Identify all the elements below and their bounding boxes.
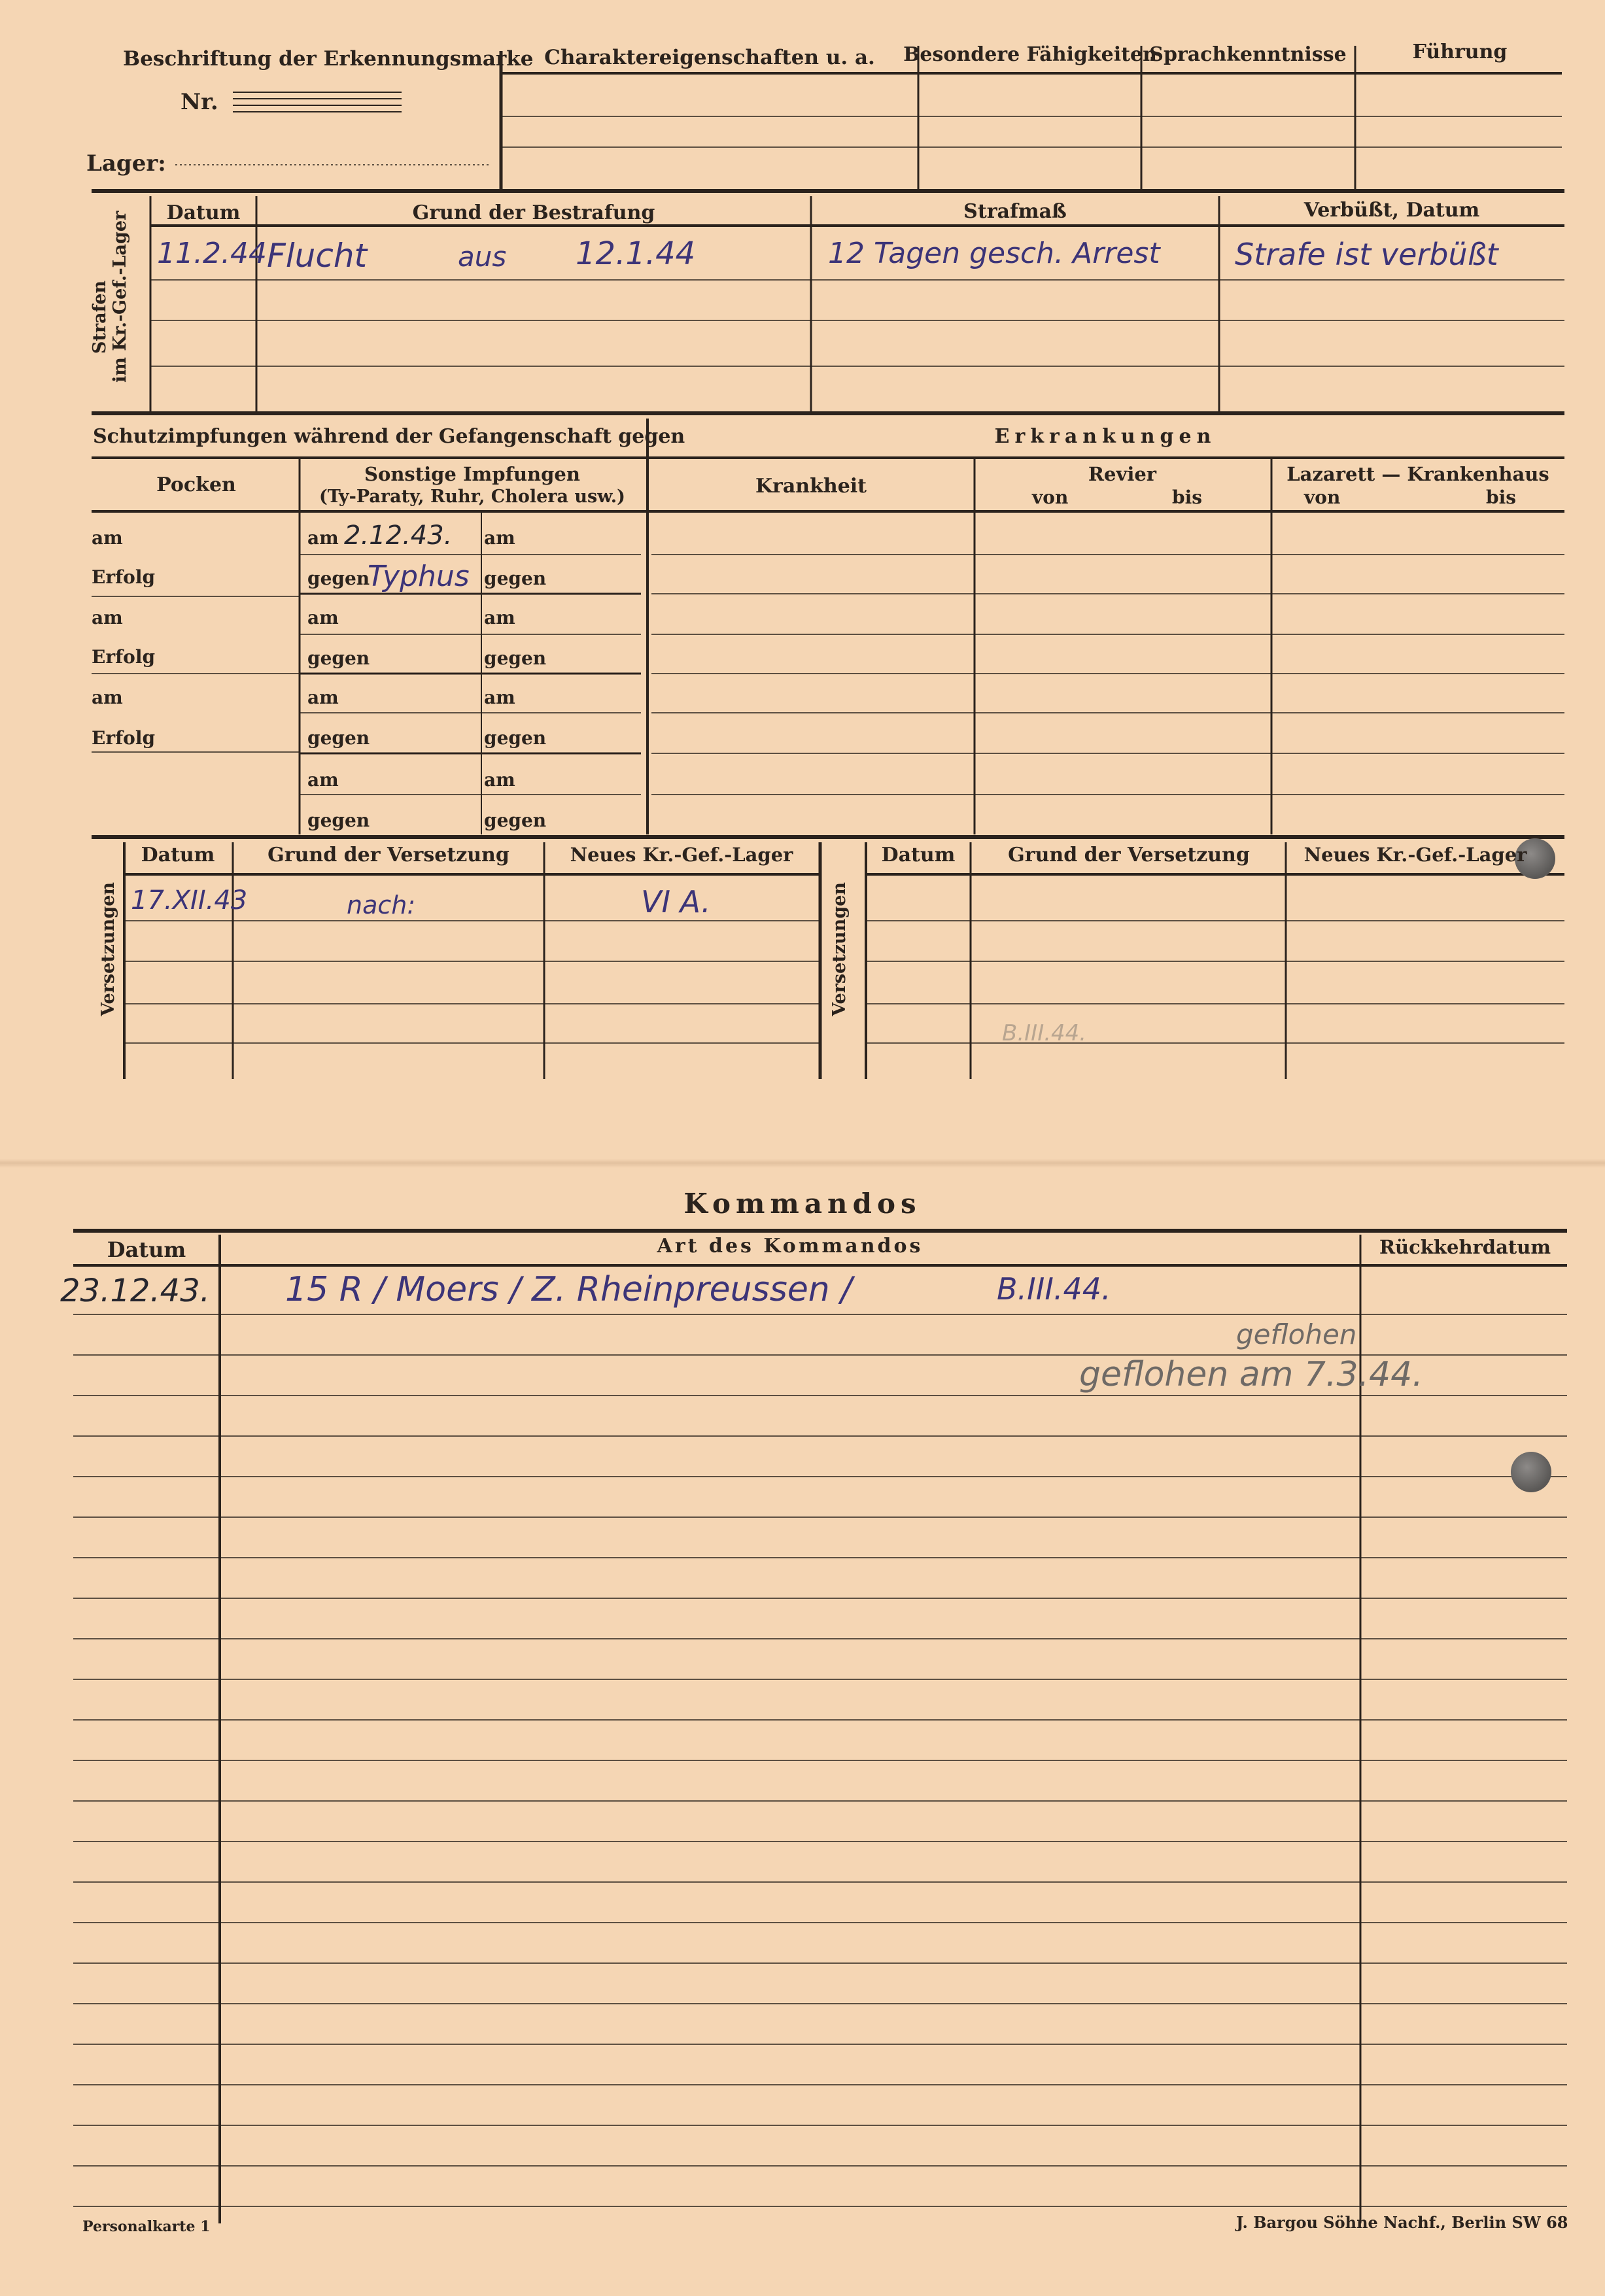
punish-penalty-header: Strafmaß [963,200,1067,223]
transfer-reason-header-right: Grund der Versetzung [1008,844,1250,866]
kommando-return-header: Rückkehrdatum [1379,1236,1551,1258]
vacc-am-3a: am [307,687,339,708]
vacc-am-4b: am [484,769,515,791]
transfer-reason-header-left: Grund der Versetzung [268,844,509,866]
pox-erfolg-3: Erfolg [92,727,156,749]
kommando-date-entry: 23.12.43. [60,1273,211,1309]
ward-to: bis [1172,487,1202,508]
conduct-label: Führung [1412,41,1508,63]
punish-reason-entry: Flucht [267,237,368,275]
illnesses-title: Erkrankungen [994,425,1217,448]
vacc-gegen-4b: gegen [484,810,547,831]
languages-label: Sprachkenntnisse [1149,43,1347,66]
vacc-gegen-2a: gegen [307,647,370,669]
transfer-camp-header-right: Neues Kr.-Gef.-Lager [1303,844,1527,866]
pox-am-3: am [92,687,123,708]
vacc-am-4a: am [307,769,339,791]
footer-printer: J. Bargou Söhne Nachf., Berlin SW 68 [1236,2213,1568,2232]
hospital-to: bis [1486,487,1516,508]
vacc-am-1a: am [307,527,339,549]
transfer-faint-mark: B.III.44. [1002,1020,1087,1046]
punish-date-entry: 11.2.44 [157,237,267,270]
illness-header: Krankheit [755,475,867,498]
kommando-type-entry: 15 R / Moers / Z. Rheinpreussen / [285,1270,852,1309]
pox-am-1: am [92,527,123,549]
punish-reason-date: 12.1.44 [576,235,696,272]
kommando-note: geflohen am 7.3.44. [1079,1355,1423,1394]
pox-erfolg-2: Erfolg [92,646,156,668]
transfer-date-header-left: Datum [141,844,215,866]
punish-reason-header: Grund der Bestrafung [412,201,655,224]
hospital-from: von [1304,487,1341,508]
vacc-gegen-2b: gegen [484,647,547,669]
vacc-date-entry: 2.12.43. [344,521,453,551]
other-vaccinations-header: Sonstige Impfungen [364,463,580,485]
vacc-gegen-1a: gegen [307,568,370,589]
vacc-am-2b: am [484,607,515,628]
skills-label: Besondere Fähigkeiten [903,43,1157,66]
vacc-am-1b: am [484,527,515,549]
pox-header: Pocken [156,473,236,496]
tag-inscription-label: Beschriftung der Erkennungsmarke [123,47,534,71]
character-label: Charaktereigenschaften u. a. [544,46,875,69]
punish-served-header: Verbüßt, Datum [1303,199,1480,222]
transfer-camp-entry: VI A. [641,884,711,919]
transfer-date-header-right: Datum [881,844,956,866]
nr-label: Nr. [181,89,218,115]
punish-served-entry: Strafe ist verbüßt [1235,237,1498,272]
vacc-against-entry: Typhus [368,560,470,593]
vacc-gegen-1b: gegen [484,568,547,589]
vaccinations-title: Schutzimpfungen während der Gefangenschaft gegen [93,425,685,448]
vacc-am-2a: am [307,607,339,628]
ward-from: von [1032,487,1069,508]
kommando-date-entry-2: B.III.44. [997,1271,1111,1307]
vacc-gegen-3b: gegen [484,727,547,749]
vacc-am-3b: am [484,687,515,708]
kommando-date-header: Datum [107,1237,186,1262]
transfers-side-label-left: Versetzungen [98,882,118,1016]
kommando-note-top: geflohen [1236,1318,1357,1350]
transfer-reason-entry: nach: [347,891,416,919]
transfer-camp-header-left: Neues Kr.-Gef.-Lager [570,844,793,866]
vacc-gegen-3a: gegen [307,727,370,749]
pox-am-2: am [92,607,123,628]
punishments-side-label: Strafen im Kr.-Gef.-Lager [90,211,131,383]
transfers-side-label-right: Versetzungen [829,882,850,1016]
kommandos-title: Kommandos [683,1188,922,1220]
ward-header: Revier [1088,463,1157,485]
other-vaccinations-sub: (Ty-Paraty, Ruhr, Cholera usw.) [319,487,625,507]
punish-date-header: Datum [166,201,241,224]
punish-penalty-entry: 12 Tagen gesch. Arrest [828,237,1160,270]
transfer-date-entry: 17.XII.43 [131,885,248,916]
punch-hole [1511,1452,1551,1492]
hospital-header: Lazarett — Krankenhaus [1286,463,1549,485]
vacc-gegen-4a: gegen [307,810,370,831]
kommando-type-header: Art des Kommandos [657,1235,923,1258]
fold-crease [0,1159,1605,1168]
footer-form-id: Personalkarte 1 [82,2218,211,2235]
pox-erfolg-1: Erfolg [92,566,156,588]
punish-reason-entry-2: aus [458,241,507,273]
lager-label: Lager: [86,150,166,177]
